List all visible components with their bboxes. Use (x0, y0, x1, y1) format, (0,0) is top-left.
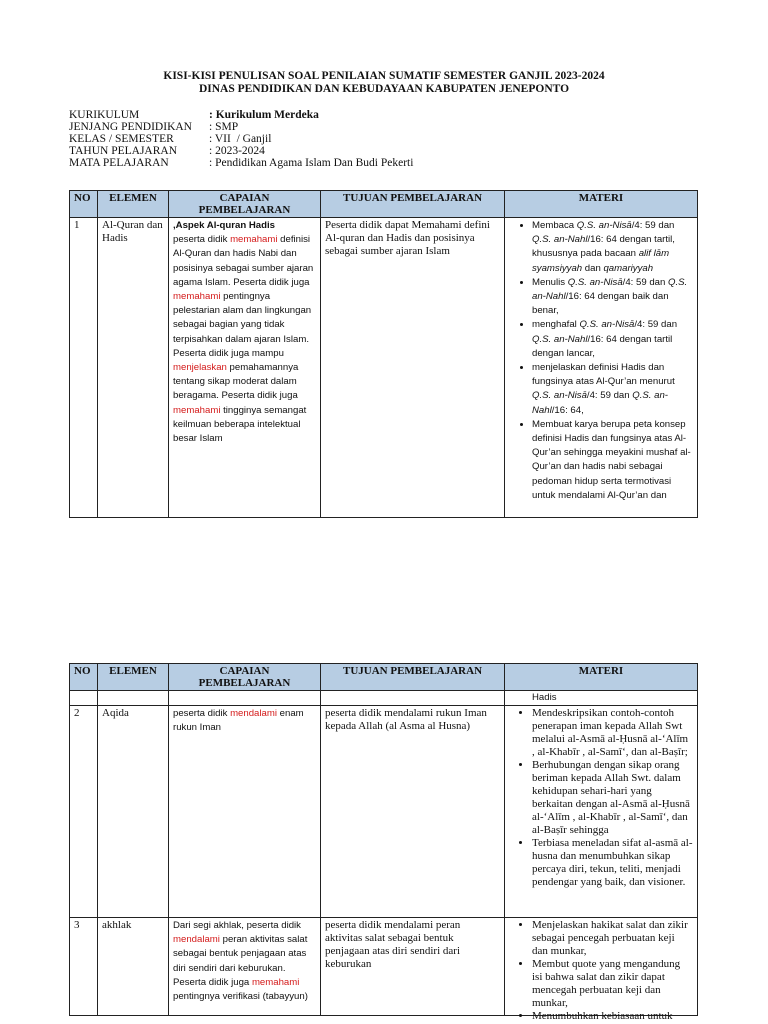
row-elemen: Al-Quran dan Hadis (98, 218, 169, 518)
kisi-kisi-table-page2 (69, 663, 698, 1022)
capaian-text: enam rukun Iman (173, 708, 304, 734)
capaian-keyword: mendalami (173, 934, 220, 946)
document-meta (69, 109, 413, 169)
header-tujuan: TUJUAN PEMBELAJARAN (321, 664, 505, 691)
capaian-text: Dari segi akhlak, peserta didik (173, 920, 301, 931)
kisi-kisi-table-page1 (69, 190, 698, 518)
capaian-keyword: memahami (230, 234, 278, 246)
meta-value-kurikulum: : Kurikulum Merdeka (209, 109, 319, 121)
row-number: 3 (70, 918, 98, 1016)
capaian-keyword: menjelaskan (173, 362, 227, 374)
materi-item: • Membaca Q.S. an-Nisā/4: 59 dan Q.S. an-Nahl/16: 64 dengan tartil, khususnya pada bacaan alif lām syamsiyyah dan qamariyyah (532, 219, 693, 276)
materi-item: • menghafal Q.S. an-Nisā/4: 59 dan Q.S. an-Nahl/16: 64 dengan tartil dengan lancar, (532, 318, 693, 361)
capaian-text: pentingnya verifikasi (tabayyun) (173, 991, 308, 1003)
meta-value-kelas: : VII / Ganjil (209, 133, 272, 145)
materi-list (509, 707, 693, 889)
capaian-text: peserta didik (173, 708, 231, 719)
row-materi (505, 218, 698, 518)
document-title-line2: DINAS PENDIDIKAN DAN KEBUDAYAAN KABUPATEN JENEPONTO (198, 83, 570, 95)
materi-item: • Membut quote yang mengandung isi bahwa salat dan zikir dapat mencegah perbuatan keji dan munkar, (532, 958, 693, 1010)
row-materi (505, 706, 698, 918)
materi-item: • Terbiasa meneladan sifat al-asmā al-husna dan menumbuhkan sikap percaya diri, tekun, teliti, menjadi pendengar yang baik, dan visioner. (532, 837, 693, 889)
meta-label-kurikulum: KURIKULUM (69, 109, 140, 121)
materi-item: • Menjelaskan hakikat salat dan zikir sebagai pencegah perbuatan keji dan munkar, (532, 919, 693, 958)
meta-value-mapel: : Pendidikan Agama Islam Dan Budi Pekerti (209, 157, 414, 169)
header-no: NO (70, 191, 98, 218)
capaian-text: tingginya semangat keilmuan beberapa intelektual besar Islam (173, 404, 307, 445)
materi-item: • menjelaskan definisi Hadis dan fungsinya atas Al-Qur’an menurut Q.S. an-Nisā/4: 59 dan Q.S. an-Nahl/16: 64, (532, 361, 693, 418)
header-capaian: CAPAIAN PEMBELAJARAN (169, 664, 321, 691)
header-materi: MATERI (505, 191, 698, 218)
capaian-keyword: memahami (251, 976, 300, 988)
capaian-keyword: memahami (173, 291, 221, 303)
row-materi (505, 918, 698, 1022)
capaian-keyword: memahami (173, 404, 221, 416)
capaian-text: peran aktivitas salat sebagai bentuk penjagaan atas diri sendiri dari keburukan. Peserta didik juga (173, 934, 308, 988)
materi-list (509, 919, 693, 1023)
meta-value-tahun: : 2023-2024 (209, 145, 265, 157)
capaian-text: definisi Al-Quran dan hadis Nabi dan posisinya sebagai sumber ajaran agama Islam. Peserta didik juga (173, 234, 314, 288)
meta-label-jenjang: JENJANG PENDIDIKAN (69, 121, 192, 133)
capaian-text: peserta didik (173, 234, 231, 246)
row-elemen: Aqida (98, 706, 169, 918)
row-tujuan: peserta didik mendalami rukun Iman kepada Allah (al Asma al Husna) (321, 706, 505, 918)
materi-item: • Menumbuhkan kebiasaan untuk (532, 1010, 693, 1023)
meta-row-mapel (69, 157, 413, 169)
capaian-keyword: mendalami (230, 708, 277, 719)
materi-item: • Membuat karya berupa peta konsep definisi Hadis dan fungsinya atas Al-Qur’an sehingga meyakini mushaf al-Qur’an dan hadis nabi sebagai pedoman hidup serta termotivasi untuk mendalami Al-Qur’an dan (532, 418, 693, 503)
header-capaian: CAPAIAN PEMBELAJARAN (169, 191, 321, 218)
header-elemen: ELEMEN (98, 191, 169, 218)
row-tujuan: peserta didik mendalami peran aktivitas salat sebagai bentuk penjagaan atas diri sendiri dari keburukan (321, 918, 505, 1016)
row-number: 1 (70, 218, 98, 518)
header-materi: MATERI (505, 664, 698, 691)
meta-label-mapel: MATA PELAJARAN (69, 157, 169, 169)
capaian-text: pemahamannya tentang sikap moderat dalam beragama. Peserta didik juga (173, 362, 299, 402)
meta-row-jenjang (69, 121, 413, 133)
meta-row-tahun (69, 145, 413, 157)
document-title-line1: KISI-KISI PENULISAN SOAL PENILAIAN SUMATIF SEMESTER GANJIL 2023-2024 (163, 70, 605, 82)
capaian-heading: ,Aspek Al-quran Hadis (173, 220, 275, 231)
meta-label-kelas: KELAS / SEMESTER (69, 133, 174, 145)
row-elemen: akhlak (98, 918, 169, 1016)
meta-row-kelas (69, 133, 413, 145)
materi-item: • Mendeskripsikan contoh-contoh penerapan iman kepada Allah Swt melalui al-Asmā al-Ḥusnā al-‘Alīm , al-Khabīr , al-Samī‘, dan al-Baṣīr; (532, 707, 693, 759)
header-elemen: ELEMEN (98, 664, 169, 691)
meta-value-jenjang: : SMP (209, 121, 239, 133)
materi-item: • Menulis Q.S. an-Nisā/4: 59 dan Q.S. an-Nahl/16: 64 dengan baik dan benar, (532, 276, 693, 319)
row-capaian (169, 706, 321, 918)
table-row (70, 218, 698, 518)
table-header-row (70, 191, 698, 218)
table-row (70, 706, 698, 918)
capaian-text: pentingnya pelestarian alam dan lingkungan sebagai bagian yang tidak terpisahkan dalam ajaran Islam. Peserta didik juga mampu (173, 291, 312, 359)
materi-continuation: Hadis (505, 691, 698, 706)
materi-list (509, 219, 693, 503)
meta-row-kurikulum (69, 109, 413, 121)
table-header-row (70, 664, 698, 691)
materi-item: • Berhubungan dengan sikap orang beriman kepada Allah Swt. dalam kehidupan sehari-hari yang berkaitan dengan al-Asmā al-Ḥusnā al-‘Alīm , al-Khabīr , al-Samī‘, dan al-Baṣīr sehingga (532, 759, 693, 837)
row-capaian (169, 918, 321, 1016)
table-row-continuation (70, 691, 698, 706)
table-row (70, 918, 698, 1016)
meta-label-tahun: TAHUN PELAJARAN (69, 145, 178, 157)
row-capaian (169, 218, 321, 518)
header-tujuan: TUJUAN PEMBELAJARAN (321, 191, 505, 218)
row-number: 2 (70, 706, 98, 918)
header-no: NO (70, 664, 98, 691)
row-tujuan: Peserta didik dapat Memahami defini Al-quran dan Hadis dan posisinya sebagai sumber ajaran Islam (321, 218, 505, 518)
